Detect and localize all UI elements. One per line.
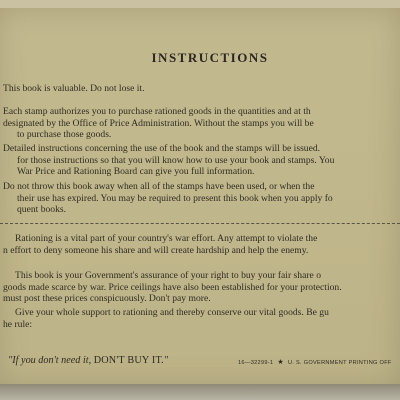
slogan-suffix: " bbox=[163, 355, 169, 366]
printer-name: U. S. GOVERNMENT PRINTING OFF bbox=[287, 360, 392, 366]
text-line: Each stamp authorizes you to purchase rationed goods in the quantities and at th bbox=[3, 106, 311, 117]
text-line: Rationing is a vital part of your country's war effort. Any attempt to violate the bbox=[15, 233, 318, 244]
instruction-paragraph-2 bbox=[3, 106, 400, 141]
text-line: their use has expired. You may be required to present this book when you apply fo bbox=[17, 192, 333, 204]
text-line: to purchase those goods. bbox=[17, 129, 112, 141]
slogan-prefix: "If you don't need it, bbox=[8, 355, 94, 366]
notice-paragraph-1 bbox=[3, 233, 400, 256]
text-line: goods made scarce by war. Price ceilings have also been established for your protection. bbox=[3, 281, 342, 293]
notice-paragraph-3 bbox=[3, 307, 400, 330]
printer-imprint bbox=[238, 358, 392, 366]
text-line: Detailed instructions concerning the use of the book and the stamps will be issued. bbox=[3, 143, 321, 154]
text-line: This book is your Government's assurance of your right to buy your fair share o bbox=[15, 270, 321, 281]
text-line: n effort to deny someone his share and will create hardship and help the enemy. bbox=[3, 244, 309, 256]
slogan-emphasis: DON'T BUY IT. bbox=[93, 355, 164, 366]
text-line: must post these prices conspicuously. Don't pay more. bbox=[3, 293, 211, 305]
instruction-paragraph-3 bbox=[3, 143, 400, 178]
notice-paragraph-2 bbox=[3, 270, 400, 305]
text-line: War Price and Rationing Board can give you full information. bbox=[17, 166, 255, 178]
text-line: designated by the Office of Price Administration. Without the stamps you will be bbox=[3, 117, 314, 129]
section-divider bbox=[0, 223, 400, 224]
instruction-paragraph-1 bbox=[3, 83, 400, 95]
form-code: 16—32299-1 bbox=[238, 360, 274, 366]
page-title: INSTRUCTIONS bbox=[151, 50, 269, 65]
text-line: This book is valuable. Do not lose it. bbox=[3, 83, 145, 94]
text-line: he rule: bbox=[3, 318, 33, 330]
text-line: Do not throw this book away when all of the stamps have been used, or when the bbox=[3, 181, 315, 192]
background-shadow bbox=[0, 384, 400, 400]
slogan bbox=[8, 355, 168, 366]
text-line: quent books. bbox=[17, 204, 67, 216]
text-line: for those instructions so that you will know how to use your book and stamps. You bbox=[17, 154, 335, 166]
text-line: Give your whole support to rationing and thereby conserve our vital goods. Be gu bbox=[15, 307, 329, 318]
instruction-paragraph-4 bbox=[3, 181, 400, 216]
star-icon: ★ bbox=[277, 359, 284, 366]
